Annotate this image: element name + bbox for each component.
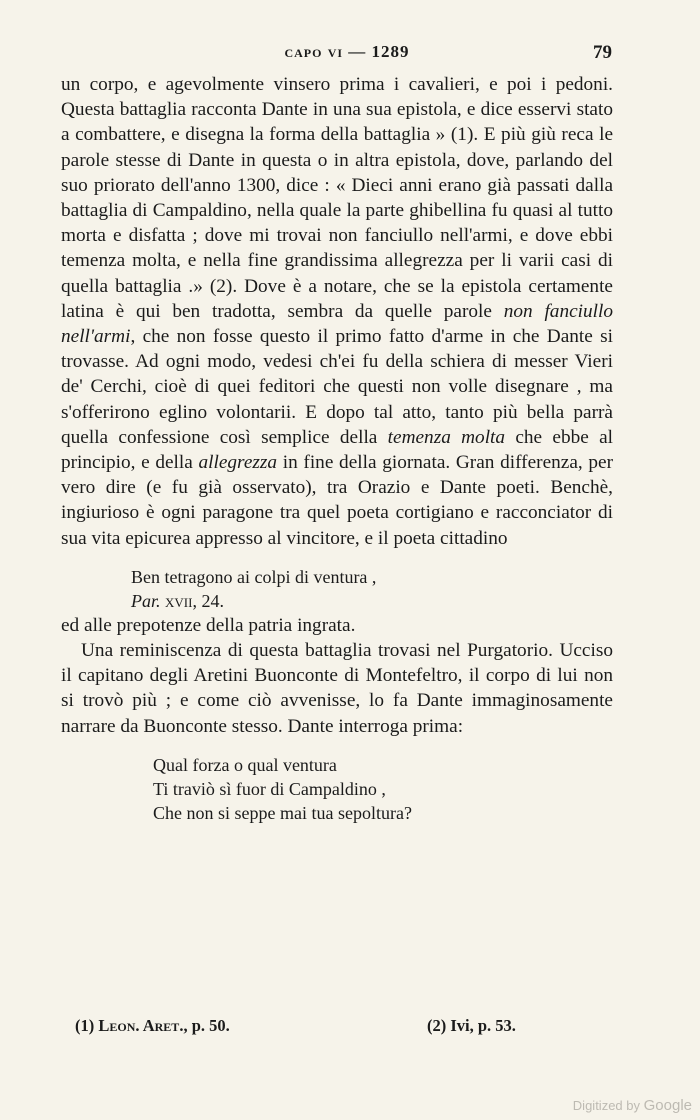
emphasis-allegrezza: allegrezza [198, 452, 278, 474]
verse-quote-1 [131, 565, 613, 613]
footnote-1: (1) Leon. Aret., p. 50. [75, 1016, 230, 1035]
page-header [82, 42, 612, 72]
google-logo-text: Google [643, 1097, 692, 1114]
footnote-2: (2) Ivi, p. 53. [427, 1016, 516, 1035]
verse-line: Qual forza o qual ventura [153, 754, 337, 775]
emphasis-temenza-molta: temenza molta [387, 426, 506, 448]
verse-line: Ben tetragono ai colpi di ventura , [131, 566, 377, 587]
paragraph-2: ed alle prepotenze della patria ingrata. [61, 614, 356, 636]
paragraph-1: un corpo, e agevolmente vinsero prima i cavalieri, e poi i pedoni. Questa battaglia racconta Dante in una sua epistola, e dice esservi stato a combattere, e disegna la forma della battaglia » (1). E più giù reca le parole stesse di Dante in questa o in altra epistola, dove, parlando del suo priorato dell'anno 1300, dice : « Dieci anni erano già passati dalla battaglia di Campaldino, nella quale la parte ghibellina fu quasi al tutto morta e disfatta ; dove mi trovai non fanciullo nell'armi, e dove ebbi temenza molta, e nella fine grandissima allegrezza per li varii casi di quella battaglia .» (2). Dove è a notare, che se la epistola certamente latina è qui ben tradotta, sembra da quelle parole non fanciullo nell'armi, che non fosse questo il primo fatto d'arme in che Dante si trovasse. Ad ogni modo, vedesi ch'ei fu della schiera di messer Vieri de' Cerchi, cioè di quei feditori che questi non volle disegnare , ma s'offerirono eglino volontarii. E dopo tal atto, tanto più bella parrà quella confessione così semplice della temenza molta che ebbe al principio, e della allegrezza in fine della giornata. Gran differenza, per vero dire (e fu già osservato), tra Orazio e Dante poeti. Benchè, ingiurioso è ogni paragone tra quel poeta cortigiano e racconciator di sua vita epicurea appresso al vincitore, e il poeta cittadino [61, 74, 614, 549]
running-title: capo vi — 1289 [284, 42, 410, 61]
page-number: 79 [593, 42, 612, 63]
body-text [61, 72, 613, 825]
digitization-watermark: Digitized by Google [572, 1097, 692, 1114]
verse-line: Che non si seppe mai tua sepoltura? [153, 802, 412, 823]
verse-quote-2 [153, 753, 613, 825]
verse-line: Ti traviò sì fuor di Campaldino , [153, 778, 386, 799]
emphasis-non-fanciullo: non fanciullo nell'armi [61, 300, 613, 348]
paragraph-3: Una reminiscenza di questa battaglia trovasi nel Purgatorio. Ucciso il capitano degli Aretini Buonconte di Montefeltro, il corpo di lui non si trovò più ; e come ciò avvenisse, lo fa Dante immaginosamente narrare da Buonconte stesso. Dante interroga prima: [61, 640, 613, 737]
verse-reference: Par. xvii, 24. [131, 590, 224, 611]
